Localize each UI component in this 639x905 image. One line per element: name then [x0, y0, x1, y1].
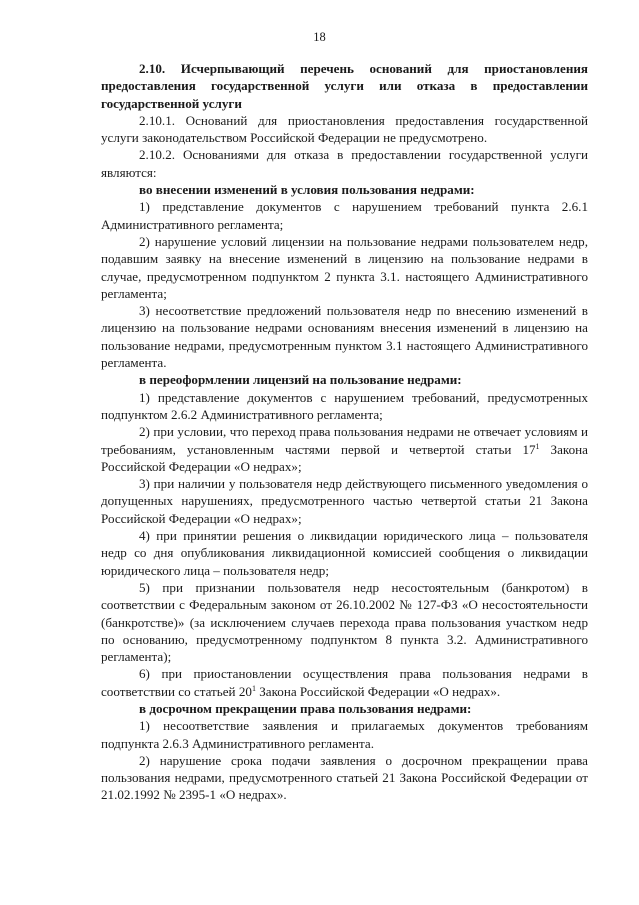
reissue-item: 1) представление документов с нарушением требований, предусмотренных подпунктом 2.6.2 Административного регламента;	[101, 389, 588, 422]
changes-item: 2) нарушение условий лицензии на пользование недрами пользователем недр, подавшим заявку на внесение изменений в лицензию на пользование недрами в случае, предусмотренном подпунктом 2 пункта 3.1. настоящего Административного регламента;	[101, 233, 588, 301]
reissue-item-text: 2) при условии, что переход права пользования недрами не отвечает условиям и требованиям, установленным частями первой и четвертой статьи 17	[101, 424, 588, 457]
changes-item: 3) несоответствие предложений пользователя недр по внесению изменений в лицензию на пользование недрами основаниям внесения изменений в лицензию на пользование недрами, предусмотренным пунктом 3.1 настоящего Административного регламента.	[101, 303, 588, 371]
page-number: 18	[313, 30, 326, 44]
termination-item: 1) несоответствие заявления и прилагаемых документов требованиям подпункта 2.6.3 Административного регламента.	[101, 718, 588, 751]
reissue-item: 4) при принятии решения о ликвидации юридического лица – пользователя недр со дня опубликования ликвидационной комиссией сообщения о ликвидации юридического лица – пользователя недр;	[101, 528, 588, 578]
reissue-item-text: Закона Российской Федерации «О недрах».	[255, 683, 501, 699]
paragraph-2-10-1: 2.10.1. Оснований для приостановления предоставления государственной услуги законодательством Российской Федерации не предусмотрено.	[101, 112, 588, 146]
article-superscript: 1	[535, 441, 540, 451]
reissue-item	[101, 665, 588, 700]
reissue-item: 5) при признании пользователя недр несостоятельным (банкротом) в соответствии с Федеральным законом от 26.10.2002 № 127-ФЗ «О несостоятельности (банкротстве)» (за исключением случаев перехода права пользования участком недр по основанию, предусмотренному подпунктом 8 пункта 3.2. Административного регламента);	[101, 579, 588, 665]
article-superscript: 1	[251, 683, 256, 693]
document-body	[101, 60, 588, 804]
reissue-heading: в переоформлении лицензий на пользование недрами:	[139, 372, 462, 388]
reissue-item: 3) при наличии у пользователя недр действующего письменного уведомления о допущенных нарушениях, предусмотренного частью четвертой статьи 21 Закона Российской Федерации «О недрах»;	[101, 476, 588, 526]
changes-item: 1) представление документов с нарушением требований пункта 2.6.1 Административного регламента;	[101, 199, 588, 232]
section-title: 2.10. Исчерпывающий перечень оснований для приостановления предоставления государственной услуги или отказа в предоставлении государственной услуги	[101, 61, 588, 111]
paragraph-2-10-2: 2.10.2. Основаниями для отказа в предоставлении государственной услуги являются:	[101, 147, 588, 180]
reissue-item	[101, 423, 588, 475]
reissue-item-text: Закона Российской Федерации «О недрах»;	[101, 441, 588, 474]
changes-heading: во внесении изменений в условия пользования недрами:	[139, 182, 475, 198]
termination-item: 2) нарушение срока подачи заявления о досрочном прекращении права пользования недрами, предусмотренного статьей 21 Закона Российской Федерации от 21.02.1992 № 2395-1 «О недрах».	[101, 752, 588, 803]
termination-heading: в досрочном прекращении права пользования недрами:	[139, 700, 472, 716]
reissue-item-text: 6) при приостановлении осуществления права пользования недрами в соответствии со статьей 20	[101, 666, 588, 699]
